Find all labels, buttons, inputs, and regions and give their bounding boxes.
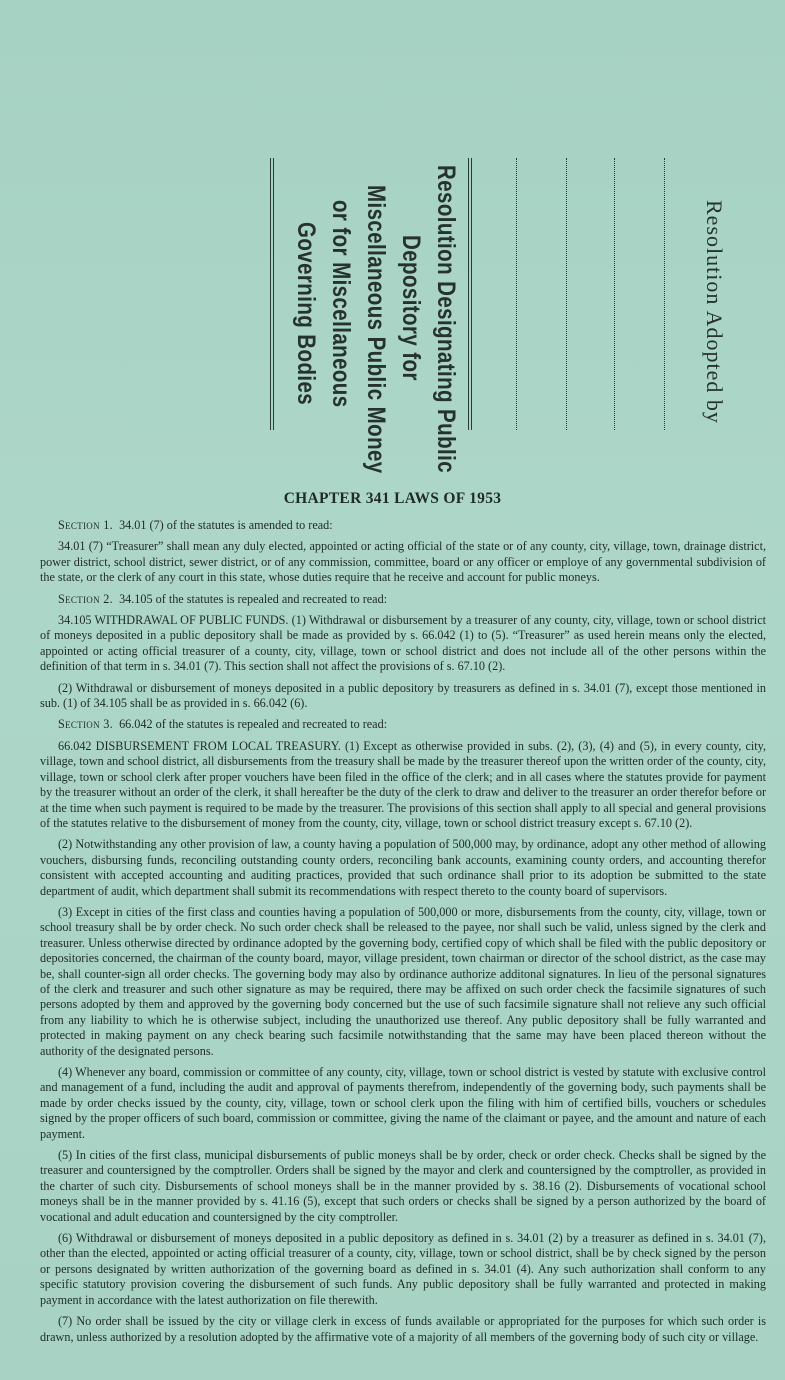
section-heading: Section 2. <box>58 591 113 606</box>
cover-title-line-3: Miscellaneous Public Money <box>362 185 390 474</box>
paragraph: 66.042 DISBURSEMENT FROM LOCAL TREASURY. (1) Except as otherwise provided in subs. (2), (3), (4) and (5), in every county, city, village, town and school district, all disbursements from the treasury shall be made by the treasurer thereof upon the written order of the county, city, village, town or school clerk after proper vouchers have been filed in the office of the clerk; and in all cases where the statutes provide for payment by the treasurer without an order of the clerk, it shall hereafter be the duty of the clerk to draw and deliver to the treasurer an order therefor before or at the time when such payment is required to be made by the treasurer. The provisions of this section shall apply to all special and general provisions of the statutes relative to the disbursement of money from the county, city, village, town or school district treasury except s. 67.10 (2). <box>40 738 766 830</box>
border-rule <box>270 158 271 430</box>
resolution-adopted-by: Resolution Adopted by <box>702 200 727 424</box>
paragraph: (2) Notwithstanding any other provision of law, a county having a population of 500,000 may, by ordinance, adopt any other method of allowing vouchers, disbursing funds, reconciling outstanding county orders, reconciling bank accounts, examining county orders, and accounting therefor consistent with accepted accounting and auditing practices, provided that such ordinance shall prior to its adoption be submitted to the state department of audit, which department shall submit its recommendations with respect thereto to the county board of supervisors. <box>40 837 766 898</box>
border-rule <box>273 158 274 430</box>
section-1 <box>40 518 766 533</box>
border-rule <box>468 158 469 430</box>
section-heading: Section 3. <box>58 717 113 732</box>
section-text: 66.042 of the statutes is repealed and recreated to read: <box>119 717 388 732</box>
statute-text <box>40 518 766 1351</box>
section-text: 34.105 of the statutes is repealed and recreated to read: <box>119 591 388 606</box>
paragraph: (3) Except in cities of the first class and counties having a population of 500,000 or more, disbursements from the county, city, village, town or school treasury shall be by order check. No such order check shall be released to the payee, nor shall such be valid, unless signed by the clerk and treasurer. Unless otherwise directed by ordinance adopted by the governing body, certified copy of which shall be filed with the public depository or depositories concerned, the chairman of the county board, mayor, village president, town chairman or director of the school district, as the case may be, shall counter-sign all order checks. The governing body may also by ordinance authorize additonal signatures. In lieu of the personal signatures of the clerk and treasurer and such other signature as may be required, there may be affixed on such order check the facsimile signatures of such persons adopted by them and approved by the governing body concerned but the use of such facsimile signature shall not relieve any such official from any liability to which he is otherwise subject, including the unauthorized use thereof. Any public depository shall be fully warranted and protected in making payment on any check bearing such facsimile notwithstanding that the same may have been placed thereon without the authority of the designated persons. <box>40 904 766 1058</box>
cover-title-line-4: or for Miscellaneous <box>327 200 355 408</box>
paragraph: (4) Whenever any board, commission or committee of any county, city, village, town or school district is vested by statute with exclusive control and management of a fund, including the audit and approval of payments therefrom, independently of the governing body, such payments shall be made by order checks issued by the county, city, village, town or school clerk upon the filing with him of certified bills, vouchers or schedules signed by the proper officers of such board, commission or committee, giving the name of the claimant or payee, and the amount and nature of each payment. <box>40 1065 766 1141</box>
cover-panel <box>0 0 785 474</box>
paragraph: (7) No order shall be issued by the city or village clerk in excess of funds available or appropriated for the purposes for which such order is drawn, unless authorized by a resolution adopted by the affirmative vote of a majority of all members of the governing body of such city or village. <box>40 1314 766 1344</box>
chapter-heading: CHAPTER 341 LAWS OF 1953 <box>283 490 502 507</box>
signature-line <box>566 158 567 430</box>
section-text: 34.01 (7) of the statutes is amended to read: <box>119 518 333 532</box>
section-heading: Section 1. <box>58 518 113 532</box>
signature-line <box>614 158 615 430</box>
cover-title-line-1: Resolution Designating Public <box>432 165 460 474</box>
signature-line <box>664 158 665 430</box>
paragraph: 34.01 (7) “Treasurer” shall mean any duly elected, appointed or acting official of the state or of any county, city, village, town, drainage district, power district, school district, sewer district, or of any commission, committee, board or any officer or employe of any governmental subdivision of the state, or the clerk of any court in this state, whose duties require that he receive and account for public moneys. <box>40 539 766 585</box>
paragraph: (5) In cities of the first class, municipal disbursements of public moneys shall be by order, check or order check. Checks shall be signed by the treasurer and countersigned by the comptroller. Orders shall be signed by the mayor and clerk and countersigned by the comptroller, as provided in the charter of such city. Disbursements of school moneys shall be in the manner provided by s. 38.16 (2). Disbursements of vocational school moneys shall be in the manner provided by s. 41.16 (5), except that such orders or checks shall be signed by a person authorized by the board of vocational and adult education and countersigned by the city comptroller. <box>40 1148 766 1224</box>
paragraph: (6) Withdrawal or disbursement of moneys deposited in a public depository as defined in s. 34.01 (2) by a treasurer as defined in s. 34.01 (7), other than the elected, appointed or acting official treasurer of a county, city, village, town or school district, shall be by check signed by the person or persons designated by written authorization of the governing board as defined in s. 34.01 (4). Any such authorization shall conform to any specific statutory provision covering the disbursement of such funds. Any public depository shall be fully warranted and protected in making payment in accordance with the latest authorization on file therewith. <box>40 1231 766 1307</box>
cover-title-line-5: Governing Bodies <box>292 222 320 406</box>
section-2 <box>40 592 766 607</box>
paragraph: (2) Withdrawal or disbursement of moneys deposited in a public depository by treasurers as defined in s. 34.01 (7), except those mentioned in sub. (1) of 34.105 shall be as provided in s. 66.042 (6). <box>40 680 766 711</box>
border-rule <box>471 158 472 430</box>
cover-title-line-2: Depository for <box>397 235 425 381</box>
paragraph: 34.105 WITHDRAWAL OF PUBLIC FUNDS. (1) Withdrawal or disbursement by a treasurer of any county, city, village, town or school district of moneys deposited in a public depository shall be made as provided by s. 66.042 (1) to (5). “Treasurer” as used herein means only the elected, appointed or acting official treasurer of a county, city, village, town or school district and does not include all of the other persons within the definition of that term in s. 34.01 (7). This section shall not affect the provisions of s. 67.10 (2). <box>40 613 766 674</box>
section-3 <box>40 717 766 732</box>
signature-line <box>516 158 517 430</box>
